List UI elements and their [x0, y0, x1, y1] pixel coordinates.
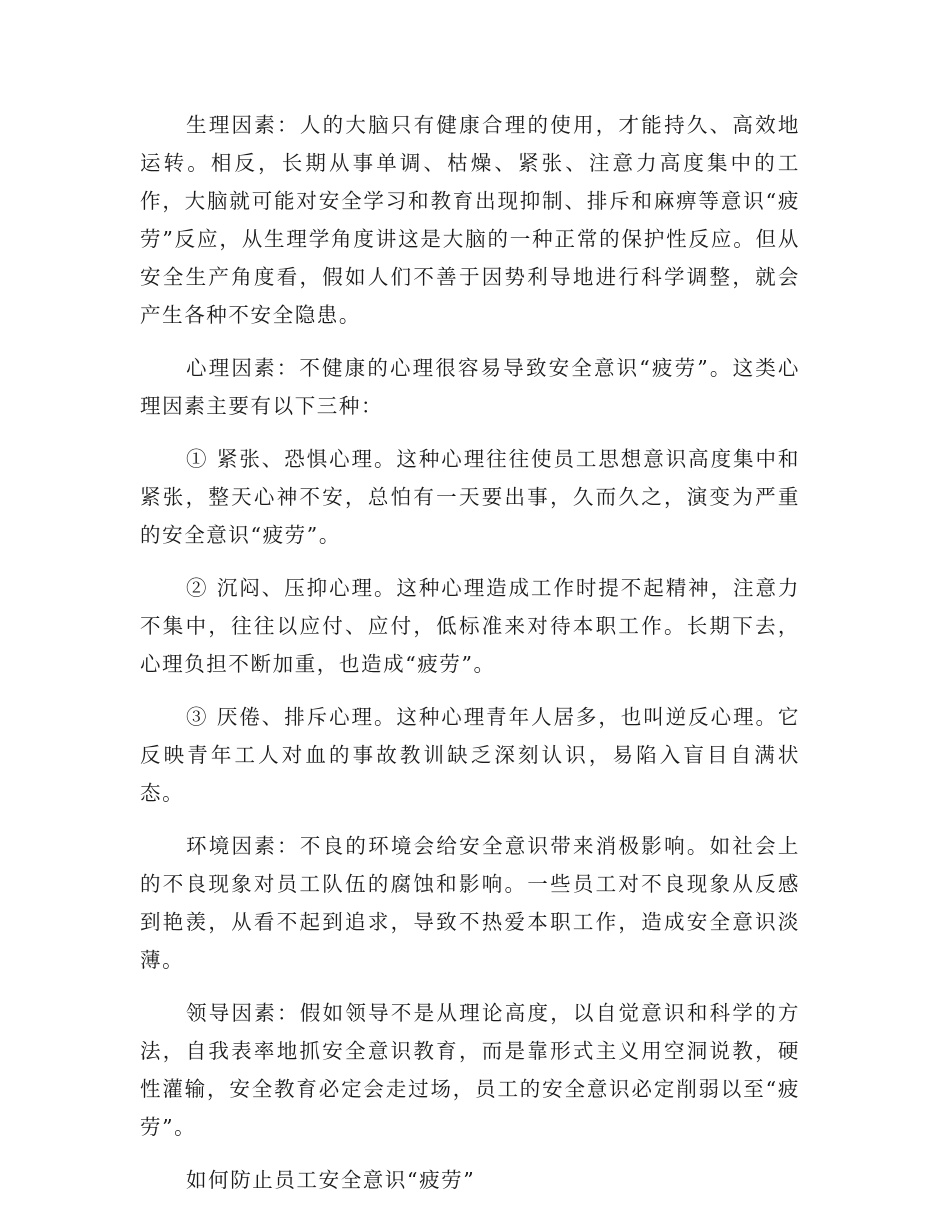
section-heading-prevention: 如何防止员工安全意识“疲劳” [186, 1168, 476, 1192]
paragraph-leadership-factors: 领导因素：假如领导不是从理论高度，以自觉意识和科学的方法，自我表率地抓安全意识教育，而是靠形式主义用空洞说教，硬性灌输，安全教育必定会走过场，员工的安全意识必定削弱以至“疲劳”。 [140, 1001, 800, 1139]
list-item-depression: ② 沉闷、压抑心理。这种心理造成工作时提不起精神，注意力不集中，往往以应付、应付，低标准来对待本职工作。长期下去，心理负担不断加重，也造成“疲劳”。 [140, 576, 800, 676]
list-item-weariness: ③ 厌倦、排斥心理。这种心理青年人居多，也叫逆反心理。它反映青年工人对血的事故教训缺乏深刻认识，易陷入盲目自满状态。 [140, 705, 800, 805]
list-item-tension-fear: ① 紧张、恐惧心理。这种心理往往使员工思想意识高度集中和紧张，整天心神不安，总怕有一天要出事，久而久之，演变为严重的安全意识“疲劳”。 [140, 447, 800, 547]
paragraph-physiological-factors: 生理因素：人的大脑只有健康合理的使用，才能持久、高效地运转。相反，长期从事单调、枯燥、紧张、注意力高度集中的工作，大脑就可能对安全学习和教育出现抑制、排斥和麻痹等意识“疲劳”反应，从生理学角度讲这是大脑的一种正常的保护性反应。但从安全生产角度看，假如人们不善于因势利导地进行科学调整，就会产生各种不安全隐患。 [140, 113, 800, 327]
paragraph-environmental-factors: 环境因素：不良的环境会给安全意识带来消极影响。如社会上的不良现象对员工队伍的腐蚀和影响。一些员工对不良现象从反感到艳羡，从看不起到追求，导致不热爱本职工作，造成安全意识淡薄。 [140, 834, 800, 972]
document-page [140, 106, 800, 1214]
paragraph-psychological-factors: 心理因素：不健康的心理很容易导致安全意识“疲劳”。这类心理因素主要有以下三种： [140, 356, 800, 418]
